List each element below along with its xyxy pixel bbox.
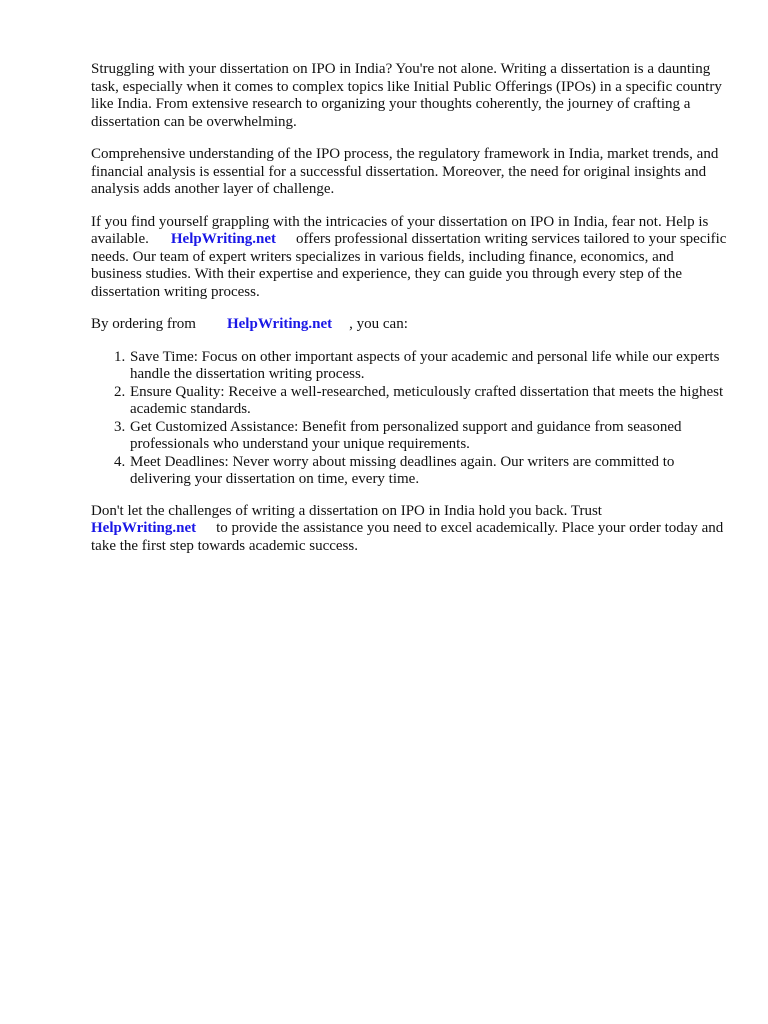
document-body (91, 61, 727, 570)
list-item: 4. Meet Deadlines: Never worry about missing deadlines again. Our writers are committed to delivering your dissertation on time, every time. (129, 454, 727, 489)
ordering-paragraph (91, 316, 727, 334)
help-paragraph-rest: offers professional dissertation writing services tailored to your specific needs. Our team of expert writers specializes in various fields, including finance, economics, and business studies. With their expertise and experience, they can guide you through every step of the dissertation writing process. (91, 231, 727, 300)
challenge-paragraph: Comprehensive understanding of the IPO process, the regulatory framework in India, market trends, and financial analysis is essential for a successful dissertation. Moreover, the need for original insights and analysis adds another layer of challenge. (91, 146, 719, 197)
helpwriting-link[interactable]: HelpWriting.net (91, 520, 197, 536)
list-item: 2. Ensure Quality: Receive a well-researched, meticulously crafted dissertation that meets the highest academic standards. (129, 384, 727, 419)
closing-paragraph (91, 503, 727, 556)
helpwriting-link[interactable]: HelpWriting.net (226, 316, 333, 332)
list-item: 1. Save Time: Focus on other important aspects of your academic and personal life while our experts handle the dissertation writing process. (129, 349, 727, 384)
list-item: 3. Get Customized Assistance: Benefit from personalized support and guidance from seasoned professionals who understand your unique requirements. (129, 419, 727, 454)
helpwriting-link[interactable]: HelpWriting.net (170, 231, 277, 247)
intro-paragraph: Struggling with your dissertation on IPO in India? You're not alone. Writing a dissertation is a daunting task, especially when it comes to complex topics like Initial Public Offerings (IPOs) in a specific country like India. From extensive research to organizing your thoughts coherently, the journey of crafting a dissertation can be overwhelming. (91, 61, 722, 130)
closing-rest: to provide the assistance you need to excel academically. Place your order today and take the first step towards academic success. (91, 520, 724, 554)
help-paragraph (91, 214, 727, 302)
benefits-list (91, 349, 727, 489)
ordering-rest: , you can: (349, 316, 408, 332)
help-paragraph-lead: If you find yourself grappling with the intricacies of your dissertation on IPO in India, fear not. Help is available. (91, 213, 709, 247)
ordering-lead: By ordering from (91, 316, 196, 332)
closing-lead: Don't let the challenges of writing a dissertation on IPO in India hold you back. Trust (91, 502, 602, 519)
